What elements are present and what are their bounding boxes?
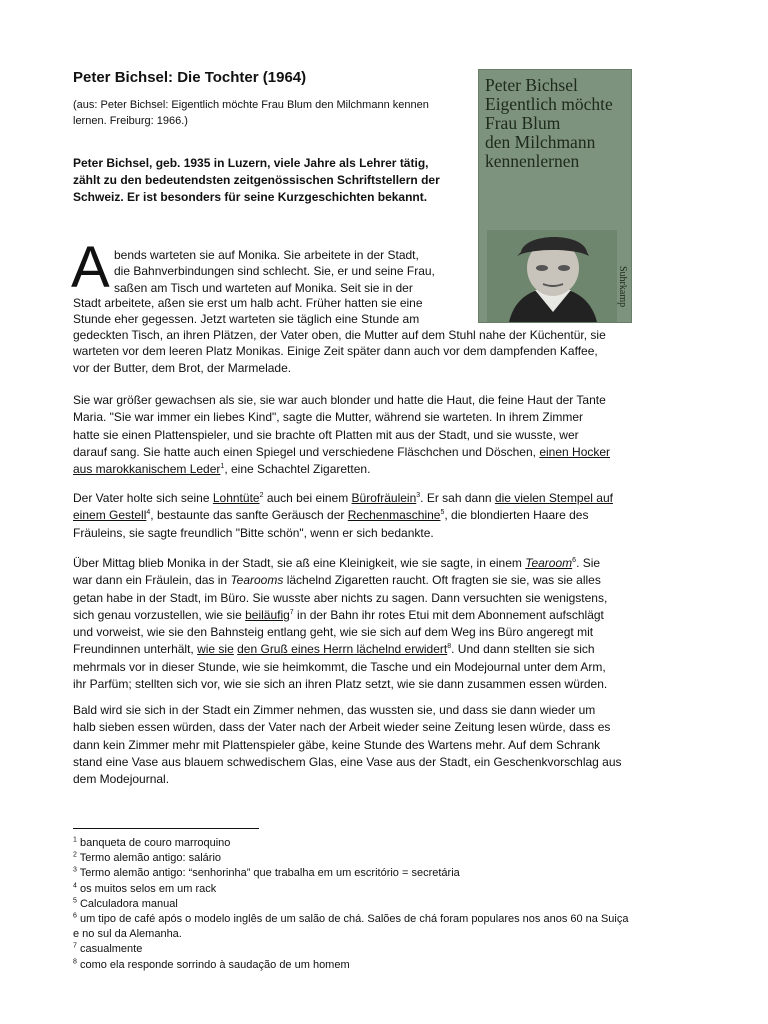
text-span: darauf sang. Sie hatte auch einen Spiegel und verschiedene Fläschchen und Döschen,	[73, 444, 540, 459]
paragraph-1-start	[114, 247, 464, 296]
text-line: vor der Butter, dem Brot, der Marmelade.	[73, 360, 292, 375]
source-line: lernen. Freiburg: 1966.)	[73, 115, 188, 127]
text-line: mehrmals vor in dieser Stunde, wie sie heimkommt, die Tasche und ein Modejournal unter dem Arm,	[73, 659, 606, 674]
paragraph-1-middle	[73, 295, 468, 328]
footnote-text: Termo alemão antigo: salário	[79, 852, 222, 865]
glossed-term: Rechenmaschine	[347, 508, 441, 523]
footnote-ref: 5	[440, 509, 445, 517]
source-note	[73, 97, 473, 129]
text-line: hatte sie einen Plattenspieler, und sie brachte oft Platten mit aus der Stadt, und sie wusste, wer	[73, 427, 579, 442]
text-span: lächelnd Zigaretten raucht. Oft fragten sie sie, was sie alles	[283, 573, 601, 588]
text-span: Freundinnen unterhält,	[73, 642, 198, 657]
text-line: Maria. "Sie war immer ein liebes Kind", sagte die Mutter, während sie warteten. In ihrem Zimmer	[73, 410, 584, 425]
footnote	[73, 958, 673, 973]
drop-cap: A	[71, 235, 110, 300]
cover-line: kennenlernen	[485, 151, 580, 171]
footnote-text: os muitos selos em um rack	[79, 882, 217, 895]
glossed-term: den Gruß eines Herrn lächelnd erwidert	[237, 642, 448, 657]
cover-line: den Milchmann	[485, 132, 596, 152]
cover-line: Frau Blum	[485, 113, 561, 133]
glossed-term: einem Gestell	[73, 508, 147, 523]
footnote-ref: 4	[146, 509, 151, 517]
author-intro	[73, 155, 483, 206]
text-line: und vorweist, wie sie den Bahnsteig entlang geht, wie sie sich auf dem Weg ins Büro angeregt mit	[73, 625, 594, 640]
text-span: Der Vater holte sich seine	[73, 491, 213, 505]
source-line: (aus: Peter Bichsel: Eigentlich möchte Frau Blum den Milchmann kennen	[73, 99, 429, 111]
footnote-ref: 6	[572, 557, 577, 564]
text-line: Stadt arbeitete, aßen sie erst um halb acht. Früher hatten sie eine	[73, 296, 423, 310]
text-span: . Er sah dann	[420, 491, 495, 505]
glossed-term: beiläufig	[245, 607, 290, 622]
text-line	[73, 444, 610, 461]
text-line: getan habe in der Stadt, im Büro. Sie wusste aber nichts zu sagen. Dann versuchten sie wenigstens,	[73, 590, 608, 605]
footnote-number: 3	[73, 866, 77, 874]
paragraph-4	[73, 555, 607, 693]
text-span: sich genau vorzustellen, wie sie	[73, 607, 246, 622]
text-span: , bestaunte das sanfte Geräusch der	[150, 508, 348, 523]
footnote-text: Calculadora manual	[79, 897, 178, 910]
cover-line: Peter Bichsel	[485, 75, 578, 95]
text-line	[73, 555, 607, 572]
footnote-number: 4	[73, 881, 77, 889]
glossed-term: Bürofräulein	[351, 491, 417, 505]
footnote	[73, 882, 673, 897]
text-span: in der Bahn ihr rotes Etui mit dem Abonnement aufschlägt	[293, 607, 604, 622]
text-span: . Und dann stellten sie sich	[451, 642, 595, 657]
footnote-ref: 8	[447, 643, 452, 651]
footnote-text: Termo alemão antigo: “senhorinha” que trabalha em um escritório = secretária	[79, 867, 460, 880]
paragraph-1-end	[73, 327, 673, 376]
glossed-term: wie sie	[197, 642, 234, 657]
footnote-number: 5	[73, 897, 77, 905]
footnote-continuation	[73, 927, 673, 942]
text-line	[73, 461, 610, 478]
footnote-number: 2	[73, 851, 77, 859]
text-line: Fräuleins, sie sagte freundlich "Bitte schön", wenn er sich bedankte.	[73, 525, 434, 540]
paragraph-3	[73, 490, 613, 542]
footnote	[73, 851, 673, 866]
text-line: saßen am Tisch und warteten auf Monika. Seit sie in der	[114, 280, 413, 295]
paragraph-2	[73, 392, 610, 478]
glossed-term: Tearoom	[525, 556, 573, 570]
footnote-text: banqueta de couro marroquino	[79, 837, 231, 849]
text-line: Sie war größer gewachsen als sie, sie war auch blonder und hatte die Haut, die feine Haut der Tante	[73, 393, 606, 407]
text-span: , die blondierten Haare des	[444, 508, 589, 523]
text-line: warteten vor dem leeren Platz Monikas. Einige Zeit später dann auch vor dem dampfenden Kaffee,	[73, 344, 598, 359]
text-line: Stunde eher gegessen. Jetzt warteten sie täglich eine Stunde am	[73, 312, 420, 327]
footnote-number: 1	[73, 836, 77, 844]
intro-line: Peter Bichsel, geb. 1935 in Luzern, viele Jahre als Lehrer tätig,	[73, 156, 429, 170]
text-line: ihr Parfüm; stellten sich vor, wie sie sich an ihren Platz setzt, wie sie dann zusammen essen würden.	[73, 677, 608, 692]
italic-term: Tearooms	[230, 573, 284, 588]
text-line: Bald wird sie sich in der Stadt ein Zimmer nehmen, das wussten sie, und dass sie dann wieder um	[73, 703, 596, 717]
footnote-ref: 2	[259, 492, 264, 499]
intro-line: zählt zu den bedeutendsten zeitgenössischen Schriftstellern der	[73, 173, 440, 187]
text-line	[73, 507, 613, 524]
footnote	[73, 897, 673, 912]
text-line	[73, 641, 607, 658]
text-line: dann kein Zimmer mehr mit Plattenspieler gäbe, keine Stunde des Wartens mehr. Auf dem Schrank	[73, 737, 601, 752]
footnote	[73, 942, 673, 957]
text-span: Über Mittag blieb Monika in der Stadt, sie aß eine Kleinigkeit, wie sie sagte, in einem	[73, 556, 526, 570]
footnote-text: como ela responde sorrindo à saudação de um homem	[79, 958, 350, 971]
footnote-text: casualmente	[79, 943, 143, 956]
footnote-text: um tipo de café após o modelo inglês de um salão de chá. Salões de chá foram populares nos anos 60 na Suiça	[79, 913, 629, 926]
text-line: bends warteten sie auf Monika. Sie arbeitete in der Stadt,	[114, 248, 419, 262]
text-span: war dann ein Fräulein, das in	[73, 573, 231, 588]
author-portrait-photo	[487, 230, 617, 322]
publisher-logo: Suhrkamp	[617, 266, 628, 308]
intro-line: Schweiz. Er ist besonders für seine Kurzgeschichten bekannt.	[73, 190, 428, 204]
glossed-term: Lohntüte	[212, 491, 260, 505]
footnote	[73, 866, 673, 881]
text-line: stand eine Vase aus blauem schwedischem Glas, eine Vase aus der Stadt, ein Geschenkvorschlag aus	[73, 754, 622, 769]
glossed-term: einen Hocker	[539, 444, 611, 459]
text-line: dem Modejournal.	[73, 772, 170, 787]
text-line: die Bahnverbindungen sind schlecht. Sie, er und seine Frau,	[114, 264, 435, 279]
text-line: halb sieben essen würden, dass der Vater nach der Arbeit wieder seine Zeitung lesen würde, dass es	[73, 720, 611, 735]
footnote-text: e no sul da Alemanha.	[73, 928, 182, 941]
glossed-term: aus marokkanischem Leder	[73, 462, 221, 477]
footnote-number: 8	[73, 957, 77, 965]
text-span: . Sie	[576, 556, 601, 570]
book-cover-image	[478, 69, 632, 323]
cover-title	[485, 76, 627, 171]
footnotes	[73, 836, 673, 973]
paragraph-5	[73, 702, 622, 788]
cover-line: Eigentlich möchte	[485, 94, 613, 114]
footnote-ref: 7	[289, 608, 294, 616]
text-line: gedeckten Tisch, an ihren Plätzen, der Vater oben, die Mutter auf dem Stuhl nahe der Küchentür, sie	[73, 328, 606, 342]
text-line	[73, 490, 613, 507]
footnote-separator	[73, 828, 259, 829]
page-title: Peter Bichsel: Die Tochter (1964)	[73, 69, 307, 86]
footnote-number: 6	[73, 912, 77, 920]
footnote-ref: 3	[416, 492, 421, 499]
glossed-term: die vielen Stempel auf	[494, 491, 613, 505]
text-line	[73, 572, 607, 589]
footnote	[73, 912, 673, 927]
text-span: , eine Schachtel Zigaretten.	[224, 462, 371, 477]
text-span: auch bei einem	[263, 491, 352, 505]
text-line	[73, 607, 607, 624]
footnote-number: 7	[73, 942, 77, 950]
footnote-ref: 1	[220, 463, 225, 471]
footnote	[73, 836, 673, 851]
